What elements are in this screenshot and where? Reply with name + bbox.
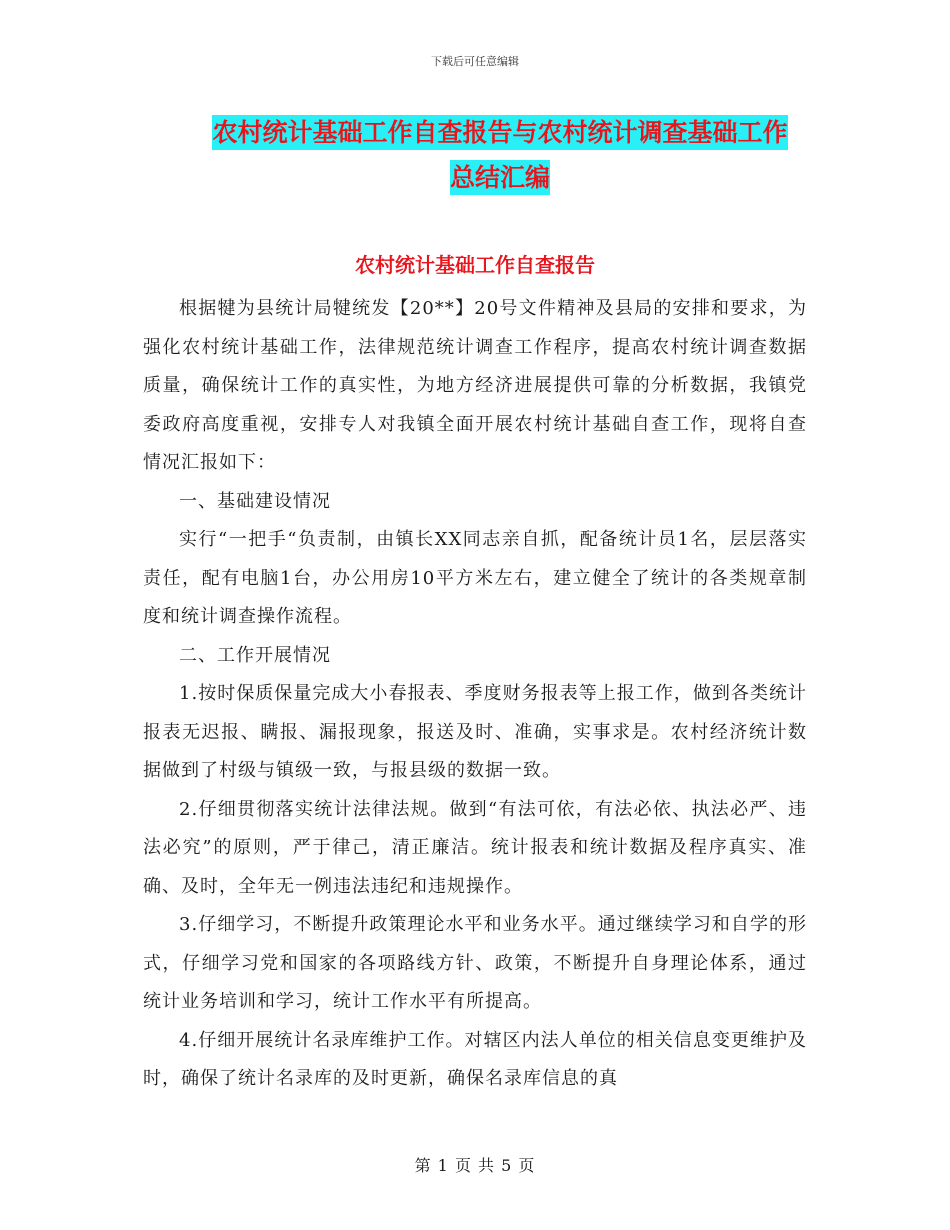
page-number: 第 1 页 共 5 页 bbox=[414, 1156, 536, 1175]
header-note: 下载后可任意编辑 bbox=[431, 55, 519, 68]
paragraph-item-4: 4.仔细开展统计名录库维护工作。对辖区内法人单位的相关信息变更维护及时，确保了统计名录库的及时更新，确保名录库信息的真 bbox=[143, 1029, 807, 1089]
title-line-2: 总结汇编 bbox=[450, 160, 550, 195]
heading-basic-construction: 一、基础建设情况 bbox=[179, 490, 331, 512]
title-line-1: 农村统计基础工作自查报告与农村统计调查基础工作 bbox=[212, 115, 787, 150]
document-body bbox=[143, 290, 807, 1099]
section-title: 农村统计基础工作自查报告 bbox=[355, 253, 595, 277]
paragraph-item-3: 3.仔细学习，不断提升政策理论水平和业务水平。通过继续学习和自学的形式，仔细学习党和国家的各项路线方针、政策，不断提升自身理论体系，通过统计业务培训和学习，统计工作水平有所提高。 bbox=[143, 914, 807, 1012]
paragraph-item-1: 1.按时保质保量完成大小春报表、季度财务报表等上报工作，做到各类统计报表无迟报、瞒报、漏报现象，报送及时、准确，实事求是。农村经济统计数据做到了村级与镇级一致，与报县级的数据一致。 bbox=[143, 683, 807, 781]
paragraph-item-2: 2.仔细贯彻落实统计法律法规。做到“有法可依，有法必依、执法必严、违法必究”的原则，严于律己，清正廉洁。统计报表和统计数据及程序真实、准确、及时，全年无一例违法违纪和违规操作。 bbox=[143, 798, 807, 897]
paragraph-intro: 根据犍为县统计局犍统发【20**】20号文件精神及县局的安排和要求，为强化农村统计基础工作，法律规范统计调查工作程序，提高农村统计调查数据质量，确保统计工作的真实性，为地方经济进展提供可靠的分析数据，我镇党委政府高度重视，安排专人对我镇全面开展农村统计基础自查工作，现将自查情况汇报如下： bbox=[143, 298, 807, 473]
heading-work-progress: 二、工作开展情况 bbox=[179, 644, 331, 666]
paragraph-responsibility: 实行“一把手“负责制，由镇长XX同志亲自抓，配备统计员1名，层层落实责任，配有电脑1台，办公用房10平方米左右，建立健全了统计的各类规章制度和统计调查操作流程。 bbox=[143, 529, 807, 627]
document-title bbox=[140, 110, 860, 200]
